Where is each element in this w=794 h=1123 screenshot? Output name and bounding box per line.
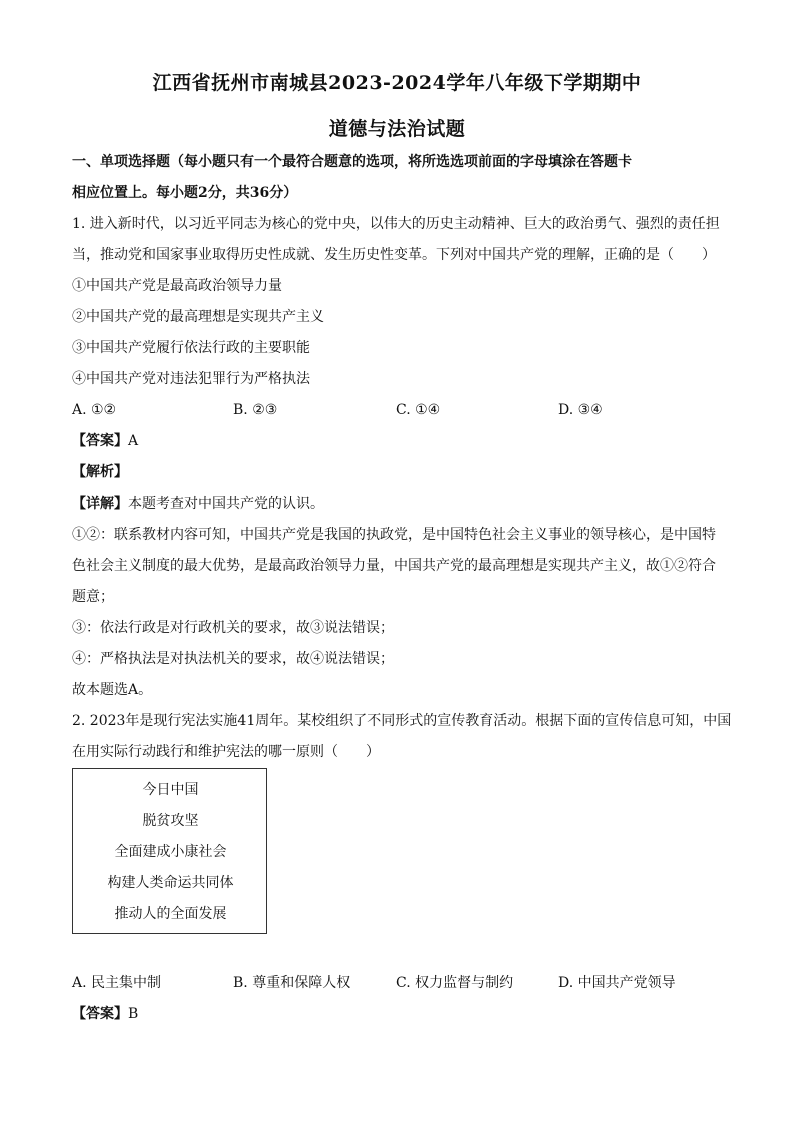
question-2-option-d: D. 中国共产党领导 bbox=[558, 975, 676, 991]
question-1-explanation: ④：严格执法是对执法机关的要求，故④说法错误； bbox=[72, 651, 394, 667]
box-item: 脱贫攻坚 bbox=[142, 813, 199, 829]
question-1-explanation: ①②：联系教材内容可知，中国共产党是我国的执政党，是中国特色社会主义事业的领导核心，是中国特 bbox=[72, 527, 716, 543]
question-1-detail: 【详解】本题考查对中国共产党的认识。 bbox=[72, 496, 324, 512]
publicity-info-box bbox=[72, 768, 267, 934]
question-1-option-b: B. ②③ bbox=[233, 402, 278, 418]
question-1-conclusion: 故本题选A。 bbox=[72, 682, 153, 698]
box-item: 今日中国 bbox=[142, 782, 199, 798]
question-1-explanation: 题意； bbox=[72, 589, 114, 605]
question-1-option-c: C. ①④ bbox=[396, 402, 441, 418]
section-heading-cont: 相应位置上。每小题2分，共36分） bbox=[72, 185, 298, 201]
question-2-option-c: C. 权力监督与制约 bbox=[396, 975, 514, 991]
question-1-stem: 1. 进入新时代，以习近平同志为核心的党中央，以伟大的历史主动精神、巨大的政治勇气、强烈的责任担 bbox=[72, 216, 720, 232]
document-subtitle: 道德与法治试题 bbox=[328, 118, 466, 140]
question-1-analysis-label: 【解析】 bbox=[72, 464, 128, 480]
section-heading: 一、单项选择题（每小题只有一个最符合题意的选项，将所选选项前面的字母填涂在答题卡 bbox=[72, 154, 632, 170]
question-1-statement: ①中国共产党是最高政治领导力量 bbox=[72, 278, 282, 294]
question-2-stem: 2. 2023年是现行宪法实施41周年。某校组织了不同形式的宣传教育活动。根据下面的宣传信息可知，中国 bbox=[72, 713, 732, 729]
box-item: 构建人类命运共同体 bbox=[107, 875, 234, 891]
question-1-explanation: 色社会主义制度的最大优势，是最高政治领导力量，中国共产党的最高理想是实现共产主义，故①②符合 bbox=[72, 558, 716, 574]
question-1-option-d: D. ③④ bbox=[558, 402, 603, 418]
question-1-statement: ②中国共产党的最高理想是实现共产主义 bbox=[72, 309, 324, 325]
question-2-option-b: B. 尊重和保障人权 bbox=[233, 975, 351, 991]
question-1-option-a: A. ①② bbox=[72, 402, 117, 418]
question-1-explanation: ③：依法行政是对行政机关的要求，故③说法错误； bbox=[72, 620, 394, 636]
question-1-statement: ③中国共产党履行依法行政的主要职能 bbox=[72, 340, 310, 356]
question-2-option-a: A. 民主集中制 bbox=[72, 975, 162, 991]
question-2-stem-cont: 在用实际行动践行和维护宪法的哪一原则（ ） bbox=[72, 744, 380, 760]
box-item: 全面建成小康社会 bbox=[114, 844, 227, 860]
box-item: 推动人的全面发展 bbox=[114, 906, 227, 922]
question-1-statement: ④中国共产党对违法犯罪行为严格执法 bbox=[72, 371, 310, 387]
question-1-answer: 【答案】A bbox=[72, 433, 139, 449]
question-2-answer: 【答案】B bbox=[72, 1006, 139, 1022]
question-1-stem-cont: 当，推动党和国家事业取得历史性成就、发生历史性变革。下列对中国共产党的理解，正确的是（ ） bbox=[72, 247, 716, 263]
document-title: 江西省抚州市南城县2023-2024学年八年级下学期期中 bbox=[152, 72, 642, 94]
